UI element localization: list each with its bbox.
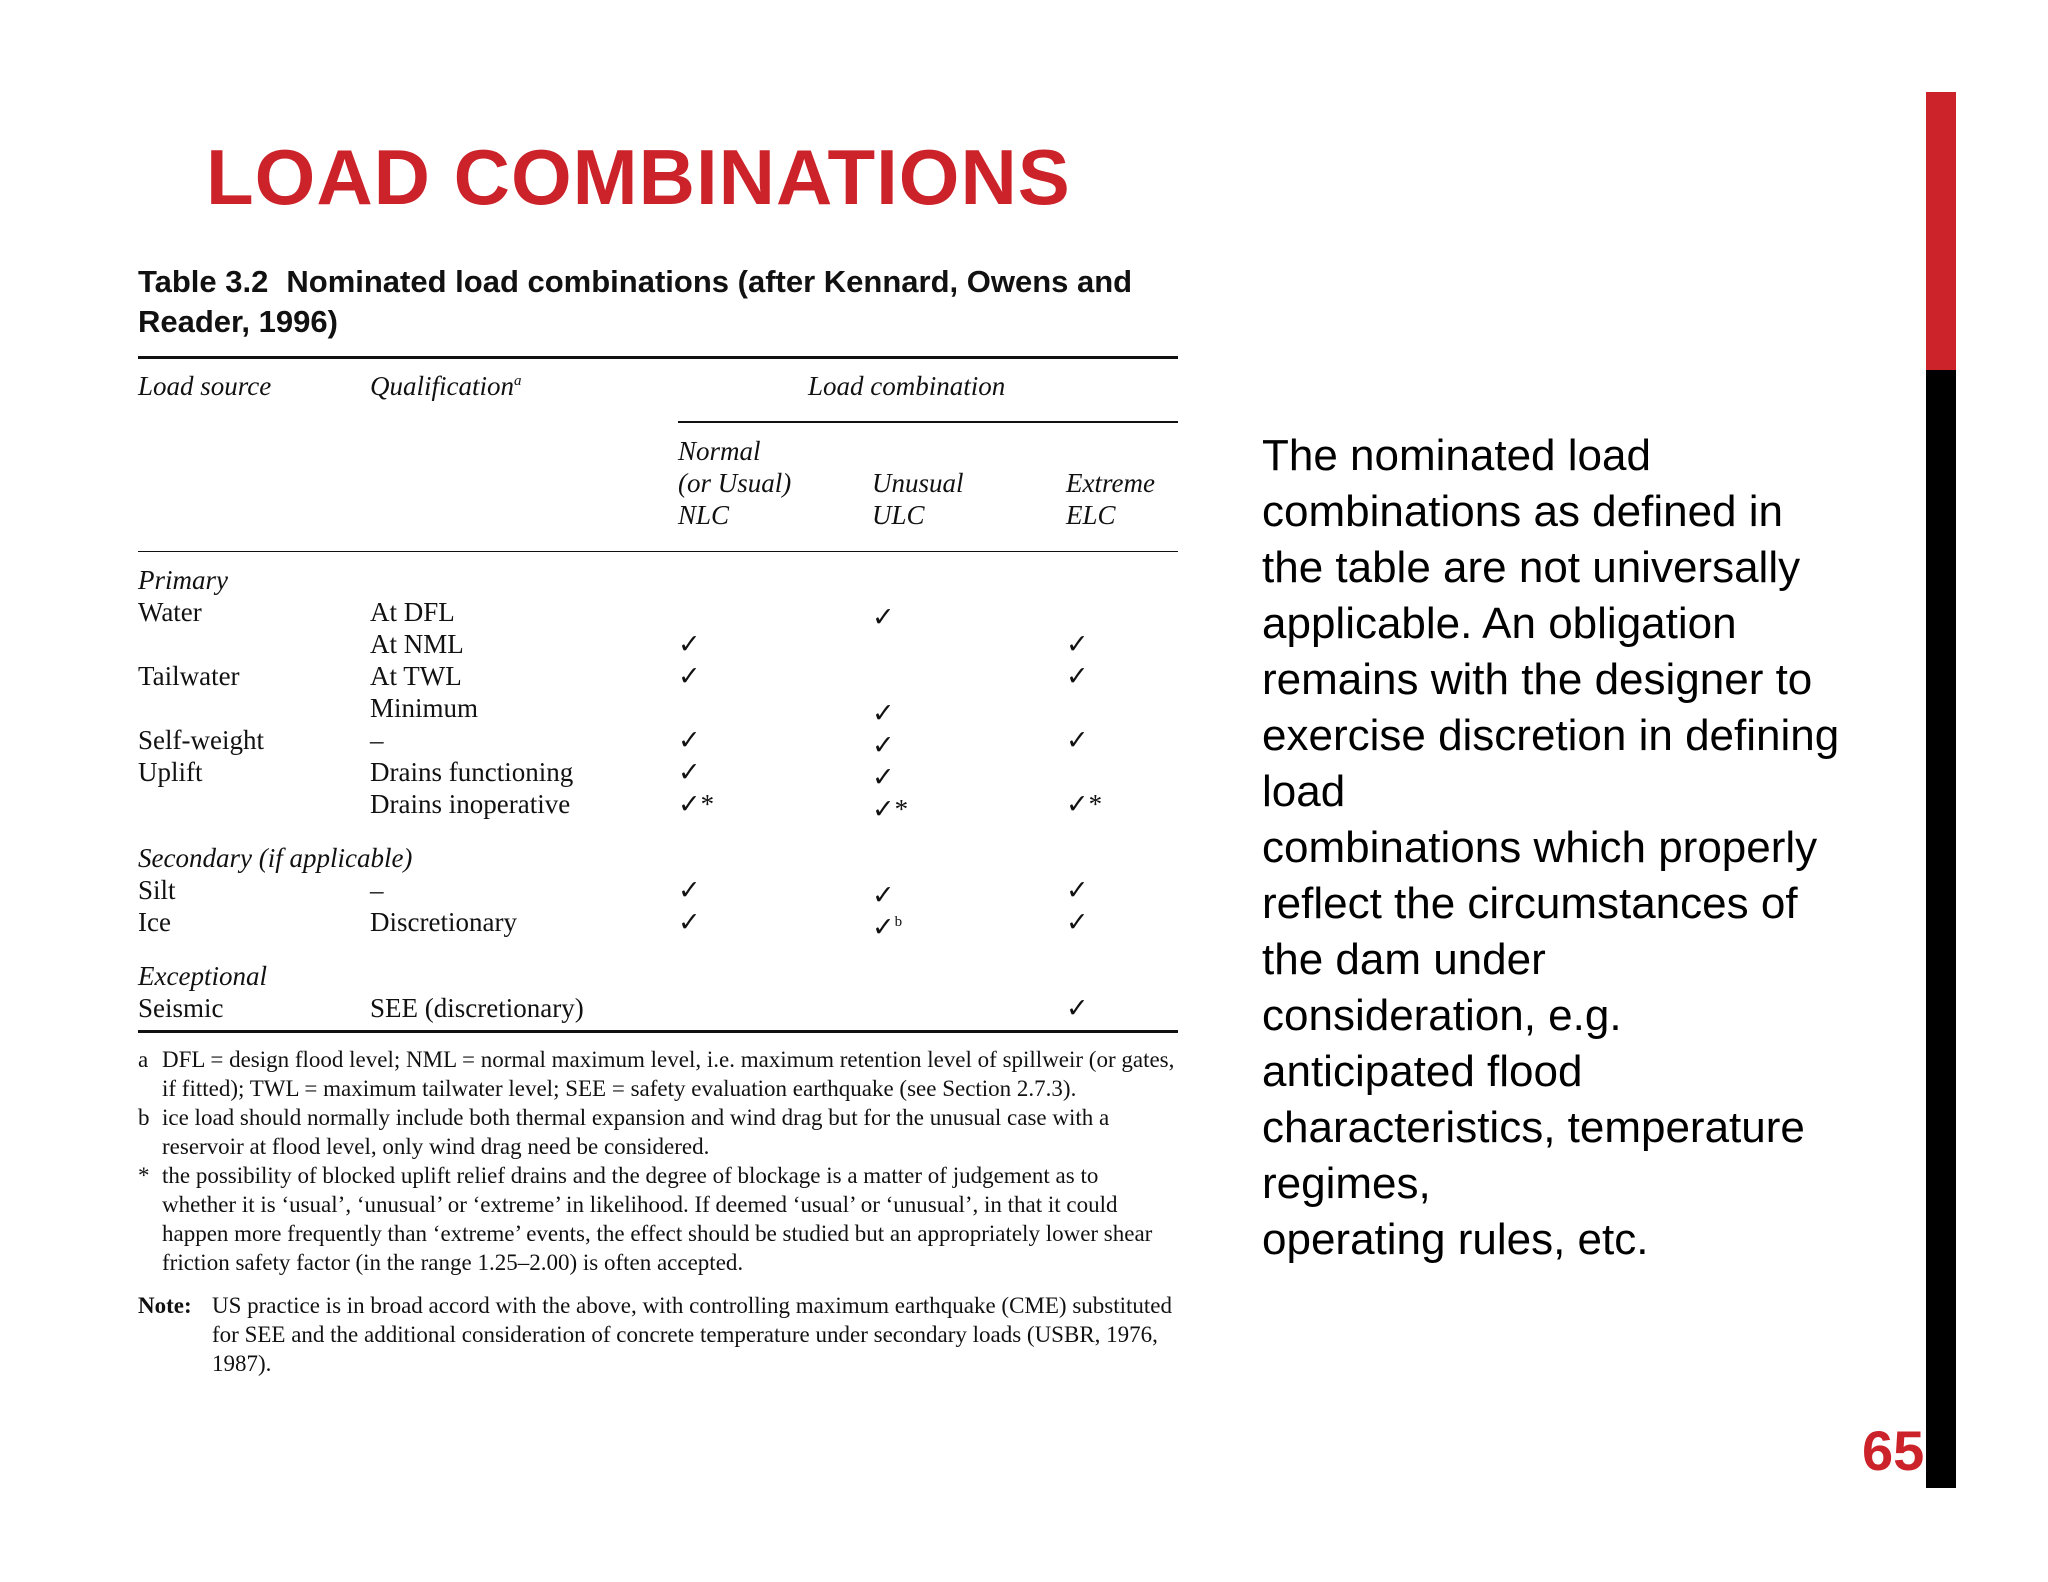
group-secondary: Secondary (if applicable) (138, 843, 413, 873)
row-qualification: At DFL (370, 597, 455, 627)
row-elc: ✓ (1066, 725, 1089, 755)
table-row (138, 660, 1178, 692)
row-qualification: Drains inoperative (370, 789, 571, 819)
row-elc: ✓ (1066, 629, 1089, 659)
row-qualification: Minimum (370, 693, 479, 723)
row-nlc: ✓ (678, 875, 701, 905)
row-ulc-mark: ✓ (872, 602, 895, 632)
row-ulc (872, 788, 908, 825)
row-nlc: ✓ (678, 629, 701, 659)
row-nlc: ✓ (678, 907, 701, 937)
table-row (138, 596, 1178, 632)
table-row (138, 788, 1178, 824)
row-qualification: Discretionary (370, 907, 517, 937)
group-primary: Primary (138, 565, 228, 595)
header-nlc: Normal (or Usual) NLC (678, 435, 792, 530)
row-ulc-mark: ✓ (872, 762, 895, 792)
table-figure (138, 262, 1178, 1378)
row-elc: ✓* (1066, 789, 1103, 819)
footnote-marker: a (138, 1047, 149, 1072)
table-caption (138, 262, 1178, 342)
accent-bar-red (1926, 92, 1956, 370)
table-caption-number: Table 3.2 (138, 264, 269, 299)
table-row (138, 724, 1178, 760)
row-ulc-mark: ✓* (872, 794, 909, 824)
subheader-row (138, 423, 1178, 551)
row-source: Self-weight (138, 725, 264, 755)
accent-bar-black (1926, 370, 1956, 1488)
row-ulc-mark: ✓ (872, 698, 895, 728)
row-source: Tailwater (138, 661, 240, 691)
row-elc: ✓ (1066, 661, 1089, 691)
row-source: Ice (138, 907, 171, 937)
footnote-star (138, 1161, 1178, 1277)
row-elc: ✓ (1066, 875, 1089, 905)
footnote-text: DFL = design flood level; NML = normal maximum level, i.e. maximum retention level of spillweir (or gates, if fitted); TWL = maximum tailwater level; SEE = safety evaluation earthquake (see Section 2.7.3). (162, 1047, 1175, 1101)
footnote-marker: b (138, 1105, 150, 1130)
row-ulc-sup: b (894, 914, 903, 930)
group-exceptional: Exceptional (138, 961, 267, 991)
row-qualification: Drains functioning (370, 757, 574, 787)
footnote-text: ice load should normally include both thermal expansion and wind drag but for the unusual case with a reservoir at flood level, only wind drag need be considered. (162, 1105, 1110, 1159)
header-qualification-sup: a (514, 373, 522, 389)
row-qualification: At NML (370, 629, 464, 659)
note-text: US practice is in broad accord with the above, with controlling maximum earthquake (CME) substituted for SEE and the additional consideration of concrete temperature under secondary loads (USBR, 1976, 1987). (212, 1293, 1173, 1376)
side-text: The nominated load combinations as defined in the table are not universally applicable. An obligation remains with the designer to exercise discretion in defining load combinations which properly reflect the circumstances of the dam under consideration, e.g. anticipated flood characteristics, temperature regimes, operating rules, etc. (1262, 431, 1840, 1264)
footnote-a (138, 1045, 1178, 1103)
row-qualification: – (370, 725, 384, 755)
footnote-marker: * (138, 1163, 150, 1188)
row-nlc: ✓ (678, 757, 701, 787)
header-load-combination: Load combination (808, 371, 1006, 401)
header-ulc: Unusual ULC (872, 467, 964, 530)
table-row (138, 628, 1178, 660)
row-qualification: SEE (discretionary) (370, 993, 584, 1023)
header-elc: Extreme ELC (1066, 467, 1155, 530)
row-nlc: ✓* (678, 789, 715, 819)
page-number: 65 (1862, 1419, 1925, 1482)
table-row (138, 692, 1178, 728)
table-row (138, 906, 1178, 942)
table-row (138, 756, 1178, 792)
row-ulc-mark: ✓ (872, 880, 895, 910)
header-row (138, 359, 1178, 421)
footnote-text: the possibility of blocked uplift relief drains and the degree of blockage is a matter of judgement as to whether it is ‘usual’, ‘unusual’ or ‘extreme’ in likelihood. If deemed ‘usual’ or ‘unusual’, in that it could happen more frequently than ‘extreme’ events, the effect should be studied but an appropriately lower shear friction safety factor (in the range 1.25–2.00) is often accepted. (162, 1163, 1153, 1275)
row-source: Water (138, 597, 202, 627)
row-source: Silt (138, 875, 176, 905)
table-note (138, 1291, 1178, 1378)
header-qualification (370, 371, 522, 402)
row-ulc (872, 906, 902, 943)
row-nlc: ✓ (678, 725, 701, 755)
table-row (138, 874, 1178, 910)
row-source: Seismic (138, 993, 224, 1023)
table-body (138, 552, 1178, 1030)
header-load-source: Load source (138, 371, 272, 401)
footnotes (138, 1045, 1178, 1277)
footnote-b (138, 1103, 1178, 1161)
row-nlc: ✓ (678, 661, 701, 691)
note-label: Note: (138, 1293, 192, 1318)
bottom-rule (138, 1030, 1178, 1033)
row-source: Uplift (138, 757, 203, 787)
row-qualification: At TWL (370, 661, 462, 691)
row-ulc-mark: ✓ (872, 730, 895, 760)
table-row (138, 992, 1178, 1024)
slide-title: LOAD COMBINATIONS (206, 133, 1071, 221)
row-elc: ✓ (1066, 907, 1089, 937)
row-ulc-mark: ✓ (872, 912, 895, 942)
table-caption-text: Nominated load combinations (after Kennard, Owens and Reader, 1996) (138, 264, 1133, 339)
row-elc: ✓ (1066, 993, 1089, 1023)
header-qualification-text: Qualification (370, 371, 514, 401)
row-qualification: – (370, 875, 384, 905)
